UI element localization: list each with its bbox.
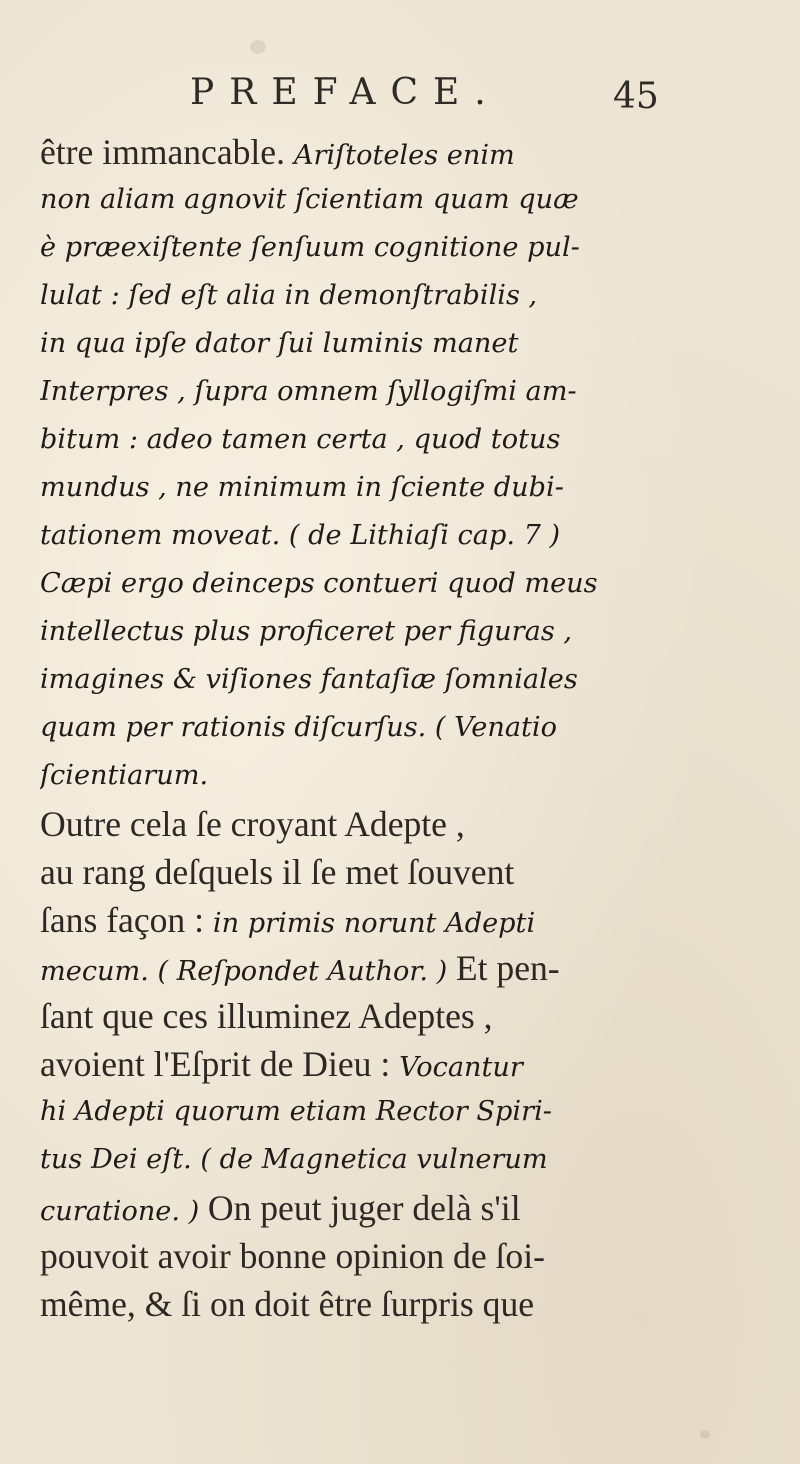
- latin-quotation: curatione. ): [40, 1196, 208, 1227]
- latin-quotation: Cæpi ergo deinceps contueri quod meus: [40, 568, 598, 599]
- latin-quotation: non aliam agnovit ſcientiam quam quæ: [40, 184, 579, 215]
- text-line: [40, 320, 800, 368]
- french-text: ſant que ces illuminez Adeptes ,: [40, 996, 493, 1036]
- text-line: [40, 800, 800, 848]
- text-line: [40, 224, 800, 272]
- paper-stain: [250, 40, 266, 54]
- french-text: Et pen-: [455, 948, 560, 988]
- french-text: être immancable.: [40, 132, 294, 172]
- latin-quotation: tationem moveat. ( de Lithiaſi cap. 7 ): [40, 520, 561, 551]
- text-line: [40, 848, 800, 896]
- text-line: [40, 176, 800, 224]
- running-title: PREFACE.: [190, 72, 501, 113]
- latin-quotation: bitum : adeo tamen certa , quod totus: [40, 424, 561, 455]
- text-line: [40, 512, 800, 560]
- paper-stain: [700, 1430, 710, 1439]
- french-text: pouvoit avoir bonne opinion de ſoi-: [40, 1236, 545, 1276]
- latin-quotation: è præexiſtente ſenſuum cognitione pul-: [40, 232, 580, 263]
- text-line: [40, 1088, 800, 1136]
- latin-quotation: mundus , ne minimum in ſciente dubi-: [40, 472, 564, 503]
- latin-quotation: in primis norunt Adepti: [212, 908, 536, 939]
- french-text: On peut juger delà s'il: [207, 1188, 521, 1228]
- french-text: avoient l'Eſprit de Dieu :: [40, 1044, 400, 1084]
- latin-quotation: hi Adepti quorum etiam Rector Spiri-: [40, 1096, 552, 1127]
- latin-quotation: ſcientiarum.: [40, 760, 209, 791]
- latin-quotation: intellectus plus proficeret per figuras ,: [40, 616, 573, 647]
- latin-quotation: Ariſtoteles enim: [293, 140, 515, 171]
- text-line: [40, 1040, 800, 1088]
- text-line: [40, 1280, 800, 1328]
- page-number: 45: [613, 76, 659, 117]
- text-line: [40, 704, 800, 752]
- latin-quotation: tus Dei eſt. ( de Magnetica vulnerum: [40, 1144, 548, 1175]
- text-line: [40, 368, 800, 416]
- latin-quotation: lulat : ſed eſt alia in demonſtrabilis ,: [40, 280, 538, 311]
- latin-quotation: quam per rationis diſcurſus. ( Venatio: [40, 712, 557, 743]
- latin-quotation: in qua ipſe dator ſui luminis manet: [40, 328, 519, 359]
- text-line: [40, 272, 800, 320]
- french-text: même, & ſi on doit être ſurpris que: [40, 1284, 535, 1324]
- text-line: [40, 656, 800, 704]
- text-line: [40, 128, 800, 176]
- french-text: au rang deſquels il ſe met ſouvent: [40, 852, 515, 892]
- text-line: [40, 416, 800, 464]
- text-line: [40, 992, 800, 1040]
- latin-quotation: Vocantur: [399, 1052, 523, 1083]
- page-header: [0, 72, 800, 122]
- latin-quotation: Interpres , ſupra omnem ſyllogiſmi am-: [40, 376, 577, 407]
- french-text: Outre cela ſe croyant Adepte ,: [40, 804, 465, 844]
- text-line: [40, 752, 800, 800]
- body-text: [40, 128, 800, 1328]
- text-line: [40, 1184, 800, 1232]
- text-line: [40, 464, 800, 512]
- text-line: [40, 1136, 800, 1184]
- text-line: [40, 896, 800, 944]
- text-line: [40, 944, 800, 992]
- text-line: [40, 608, 800, 656]
- latin-quotation: mecum. ( Reſpondet Author. ): [40, 956, 456, 987]
- french-text: ſans façon :: [40, 900, 213, 940]
- text-line: [40, 560, 800, 608]
- text-line: [40, 1232, 800, 1280]
- latin-quotation: imagines & viſiones fantaſiæ ſomniales: [40, 664, 578, 695]
